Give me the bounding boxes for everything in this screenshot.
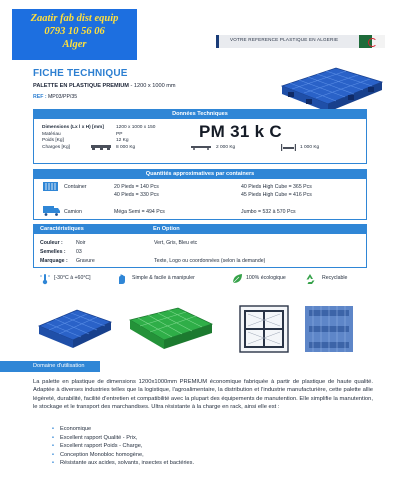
list-item: • Conception Monobloc homogène, bbox=[52, 451, 194, 460]
truck-jumbo: Jumbo = 532 à 570 Pcs bbox=[241, 209, 296, 215]
dynamic-load-value: 2 000 Kg bbox=[216, 144, 236, 150]
skids-key: Semelles : bbox=[40, 249, 66, 255]
option-colors: Vert, Gris, Bleu etc bbox=[154, 240, 198, 246]
container-label: Container bbox=[64, 184, 87, 190]
sticker-phone: 0793 10 56 06 bbox=[44, 26, 105, 37]
container-40ft-hc: 40 Pieds High Cube = 365 Pcs bbox=[241, 184, 312, 190]
features-row bbox=[33, 271, 367, 289]
marking-value: Gravure bbox=[76, 258, 95, 264]
options-heading: En Option bbox=[147, 225, 366, 234]
container-45ft-hc: 45 Pieds High Cube = 416 Pcs bbox=[241, 192, 312, 198]
truck-mega-semi: Méga Semi = 494 Pcs bbox=[114, 209, 165, 215]
leaf-icon bbox=[232, 273, 243, 285]
temperature-range: [-30°C à +60°C] bbox=[54, 275, 91, 281]
product-name-line bbox=[33, 83, 176, 89]
static-load-icon bbox=[91, 145, 111, 150]
list-item: • Economique bbox=[52, 425, 194, 434]
thermometer-icon bbox=[39, 273, 51, 285]
color-value: Noir bbox=[76, 240, 86, 246]
advantages-list bbox=[52, 425, 194, 468]
weight-label: Poids [Kg] bbox=[42, 138, 64, 143]
page-title: FICHE TECHNIQUE bbox=[33, 68, 128, 79]
static-load-value: 8 000 Kg bbox=[116, 144, 136, 150]
dynamic-load-icon bbox=[191, 145, 211, 150]
quantities-section bbox=[33, 169, 367, 220]
weight-value: 12 Kg bbox=[116, 138, 129, 143]
characteristics-heading: Caractéristiques bbox=[34, 225, 147, 234]
container-icon bbox=[43, 182, 58, 191]
dimensions-value: 1200 x 1000 x 150 bbox=[116, 125, 156, 130]
color-key: Couleur : bbox=[40, 240, 63, 246]
list-item: • Excellent rapport Poids - Charge, bbox=[52, 442, 194, 451]
reference-value: MP03/PP/35 bbox=[46, 94, 78, 100]
dimensions-label: Dimensions (Lx l x H) [mm] bbox=[42, 125, 104, 130]
model-code: PM 31 k C bbox=[199, 122, 283, 141]
rack-load-value: 1 000 Kg bbox=[300, 144, 320, 150]
eco-friendly: 100% écologique bbox=[246, 275, 286, 281]
usage-domain-heading: Domaine d'utilisation bbox=[0, 361, 100, 372]
pallet-bottom-view-photo bbox=[303, 304, 355, 354]
reference-banner-text: VOTRE REFERENCE PLASTIQUE EN ALGERIE bbox=[230, 37, 339, 42]
algeria-flag-icon bbox=[359, 35, 385, 48]
container-20ft: 20 Pieds = 140 Pcs bbox=[114, 184, 159, 190]
seller-sticker bbox=[12, 9, 137, 60]
truck-icon bbox=[43, 206, 60, 216]
reference-key: REF : bbox=[33, 94, 47, 100]
quantities-heading: Quantités approximatives par containers bbox=[34, 170, 366, 179]
option-marking: Texte, Logo ou coordonnées (selon la demande) bbox=[154, 258, 266, 264]
product-dimensions: - 1200 x 1000 mm bbox=[128, 83, 176, 89]
recyclable: Recyclable bbox=[322, 275, 348, 281]
sticker-city: Alger bbox=[62, 39, 87, 50]
usage-paragraph: La palette en plastique de dimensions 1200x1000mm PREMIUM économique fabriquée à partir de plastique de haute qualité. Adaptée à diverses industries telles que la logistique, l'agroalimentaire, la distribution et l'industrie manufacturière, cette palette allie légèreté, durabilité, facilité d'entretien et compatibilité avec la plupart des équipements de manutention. Elle simplifie la manutention, le stockage et le transport des marchandises. Ultra résistante à la charge en rack, ainsi elle est : bbox=[33, 379, 373, 410]
rack-load-icon bbox=[281, 144, 296, 151]
characteristics-section bbox=[33, 224, 367, 268]
recycle-icon bbox=[304, 273, 316, 285]
technical-data-heading: Données Techniques bbox=[34, 110, 366, 119]
list-item: • Excellent rapport Qualité - Prix, bbox=[52, 434, 194, 443]
material-value: PP bbox=[116, 131, 123, 137]
blue-pallet-photo bbox=[37, 304, 113, 354]
sticker-company: Zaatir fab dist equip bbox=[30, 13, 119, 24]
easy-handling: Simple & facile à manipuler bbox=[132, 275, 195, 281]
truck-label: Camion bbox=[64, 209, 82, 215]
product-name: PALETTE EN PLASTIQUE PREMIUM bbox=[33, 83, 129, 89]
green-pallet-photo bbox=[128, 304, 214, 354]
hand-icon bbox=[117, 273, 128, 285]
container-40ft: 40 Pieds = 330 Pcs bbox=[114, 192, 159, 198]
charges-label: Charges [Kg] bbox=[42, 144, 70, 150]
reference-line bbox=[33, 94, 77, 100]
marking-key: Marquage : bbox=[40, 258, 68, 264]
reference-banner bbox=[216, 35, 385, 48]
pallet-top-view-photo bbox=[238, 304, 290, 354]
material-label: Matériau bbox=[42, 131, 61, 137]
skids-value: 03 bbox=[76, 249, 82, 255]
list-item: • Résistante aux acides, solvants, insectes et bactéries. bbox=[52, 459, 194, 468]
